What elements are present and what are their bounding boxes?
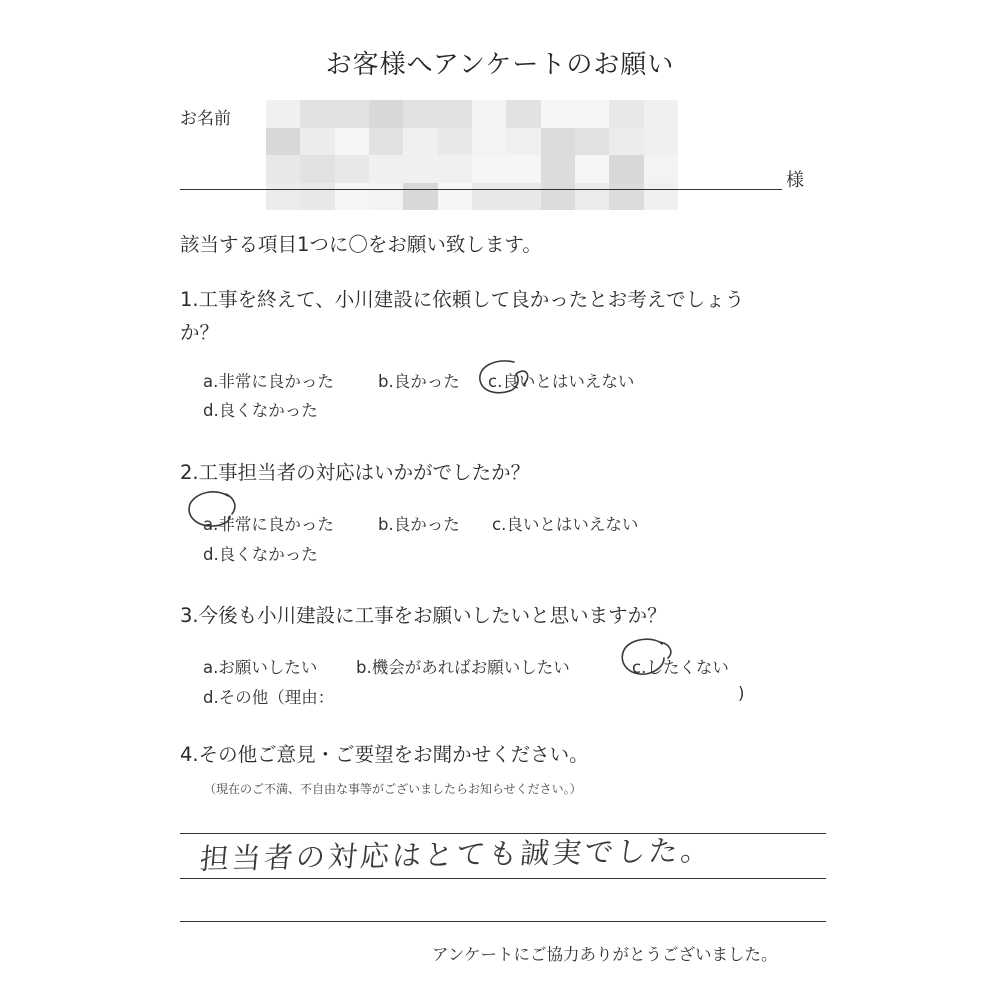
redacted-name-mosaic bbox=[266, 100, 678, 210]
answer-line-2 bbox=[180, 878, 826, 879]
mosaic-tile bbox=[438, 128, 472, 156]
q1-option-c[interactable]: c.良いとはいえない bbox=[488, 372, 635, 391]
question-1-text-cont: か？ bbox=[180, 321, 220, 344]
mosaic-tile bbox=[644, 128, 678, 156]
mosaic-tile bbox=[403, 128, 437, 156]
mosaic-tile bbox=[369, 155, 403, 183]
q2-option-d[interactable]: d.良くなかった bbox=[203, 545, 318, 564]
question-4-text: 4.その他ご意見・ご要望をお聞かせください。 bbox=[180, 743, 589, 766]
mosaic-tile bbox=[438, 100, 472, 128]
mosaic-tile bbox=[335, 183, 369, 211]
mosaic-tile bbox=[541, 155, 575, 183]
mosaic-tile bbox=[438, 183, 472, 211]
mosaic-tile bbox=[472, 100, 506, 128]
mosaic-tile bbox=[506, 155, 540, 183]
mosaic-tile bbox=[541, 100, 575, 128]
q3-option-d[interactable]: d.その他（理由： bbox=[203, 688, 335, 707]
q1-option-a[interactable]: a.非常に良かった bbox=[203, 372, 334, 391]
mosaic-tile bbox=[335, 100, 369, 128]
q2-option-a[interactable]: a.非常に良かった bbox=[203, 515, 334, 534]
mosaic-tile bbox=[609, 100, 643, 128]
mosaic-tile bbox=[300, 155, 334, 183]
q1-option-d[interactable]: d.良くなかった bbox=[203, 401, 318, 420]
mosaic-tile bbox=[644, 183, 678, 211]
mosaic-tile bbox=[644, 155, 678, 183]
q2-option-c[interactable]: c.良いとはいえない bbox=[492, 515, 639, 534]
mosaic-tile bbox=[403, 100, 437, 128]
mosaic-tile bbox=[506, 100, 540, 128]
name-underline bbox=[180, 189, 782, 190]
mosaic-tile bbox=[575, 100, 609, 128]
q3-option-b[interactable]: b.機会があればお願いしたい bbox=[356, 658, 570, 677]
mosaic-tile bbox=[575, 128, 609, 156]
mosaic-tile bbox=[369, 100, 403, 128]
mosaic-tile bbox=[644, 100, 678, 128]
mosaic-tile bbox=[369, 183, 403, 211]
mosaic-tile bbox=[403, 183, 437, 211]
mosaic-tile bbox=[506, 128, 540, 156]
mosaic-tile bbox=[472, 183, 506, 211]
q3-closing-paren: ) bbox=[738, 684, 745, 703]
mosaic-tile bbox=[541, 128, 575, 156]
q2-option-b[interactable]: b.良かった bbox=[378, 515, 460, 534]
q2-handwritten-circle-mark bbox=[186, 486, 242, 532]
q1-option-b[interactable]: b.良かった bbox=[378, 372, 460, 391]
mosaic-tile bbox=[266, 100, 300, 128]
handwritten-comment[interactable]: 担当者の対応はとても誠実でした。 bbox=[198, 833, 715, 876]
question-3-text: 3.今後も小川建設に工事をお願いしたいと思いますか？ bbox=[180, 604, 667, 627]
footer-thanks: アンケートにご協力ありがとうございました。 bbox=[432, 945, 778, 964]
mosaic-tile bbox=[369, 128, 403, 156]
mosaic-tile bbox=[506, 183, 540, 211]
question-1-text: 1.工事を終えて、小川建設に依頼して良かったとお考えでしょう bbox=[180, 288, 745, 311]
q3-option-a[interactable]: a.お願いしたい bbox=[203, 658, 318, 677]
mosaic-tile bbox=[541, 183, 575, 211]
instruction-text: 該当する項目1つに〇をお願い致します。 bbox=[180, 233, 542, 256]
mosaic-tile bbox=[335, 155, 369, 183]
mosaic-tile bbox=[609, 155, 643, 183]
mosaic-tile bbox=[438, 155, 472, 183]
mosaic-tile bbox=[403, 155, 437, 183]
mosaic-tile bbox=[266, 183, 300, 211]
mosaic-tile bbox=[300, 128, 334, 156]
mosaic-tile bbox=[609, 128, 643, 156]
mosaic-tile bbox=[609, 183, 643, 211]
answer-line-3 bbox=[180, 921, 826, 922]
mosaic-tile bbox=[472, 128, 506, 156]
mosaic-tile bbox=[300, 183, 334, 211]
mosaic-tile bbox=[335, 128, 369, 156]
mosaic-tile bbox=[266, 128, 300, 156]
question-4-note: （現在のご不満、不自由な事等がございましたらお知らせください。） bbox=[204, 782, 582, 796]
q1-handwritten-circle-mark bbox=[474, 356, 534, 400]
mosaic-tile bbox=[472, 155, 506, 183]
mosaic-tile bbox=[575, 183, 609, 211]
q3-option-c[interactable]: c.したくない bbox=[632, 658, 729, 677]
honorific-label: 様 bbox=[786, 170, 804, 191]
mosaic-tile bbox=[266, 155, 300, 183]
name-label: お名前 bbox=[180, 109, 231, 129]
mosaic-tile bbox=[300, 100, 334, 128]
question-2-text: 2.工事担当者の対応はいかがでしたか？ bbox=[180, 461, 531, 484]
mosaic-tile bbox=[575, 155, 609, 183]
form-title: お客様へアンケートのお願い bbox=[325, 50, 675, 80]
q3-handwritten-circle-mark bbox=[616, 634, 678, 680]
